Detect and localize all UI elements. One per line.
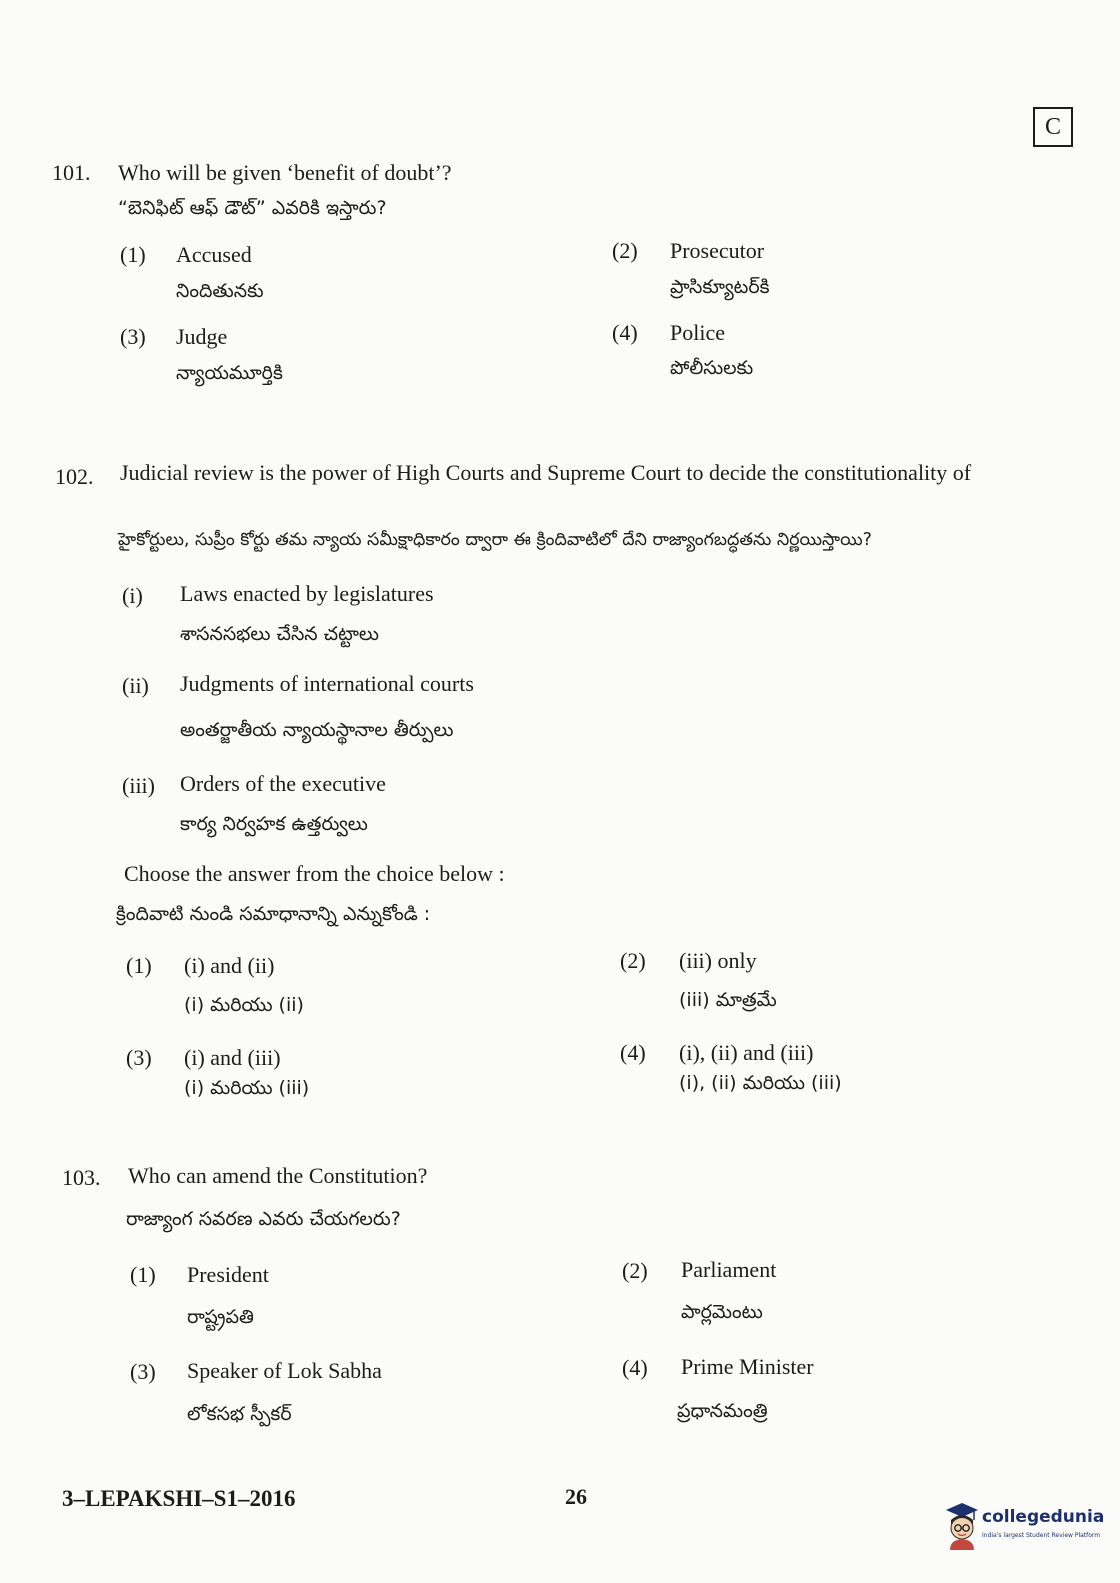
option-text-en: Speaker of Lok Sabha — [187, 1358, 382, 1383]
option-number: (4) — [622, 1355, 648, 1380]
statement-text-en: Orders of the executive — [180, 771, 386, 796]
option-number: (2) — [620, 948, 646, 973]
option-text-en: Prime Minister — [681, 1354, 814, 1379]
option-text-en: Accused — [176, 242, 252, 267]
statement-number: (i) — [122, 583, 143, 608]
question-number: 103. — [62, 1165, 101, 1190]
question-text-en: Who can amend the Constitution? — [128, 1163, 428, 1188]
option-text-en: (i) and (iii) — [184, 1045, 281, 1070]
option-text-te: ప్రాసిక్యూటర్‌కి — [670, 276, 770, 298]
logo-name: collegedunia — [982, 1507, 1105, 1527]
option-text-en: President — [187, 1262, 269, 1287]
question-number: 102. — [55, 464, 94, 489]
statement-text-en: Laws enacted by legislatures — [180, 581, 434, 606]
option-text-te: న్యాయమూర్తికి — [176, 362, 283, 384]
option-number: (2) — [622, 1258, 648, 1283]
option-number: (1) — [130, 1262, 156, 1287]
option-number: (2) — [612, 238, 638, 263]
option-text-en: (i) and (ii) — [184, 953, 275, 978]
option-text-en: Judge — [176, 324, 228, 349]
option-text-te: (i), (ii) మరియు (iii) — [679, 1072, 842, 1094]
option-text-te: పార్లమెంటు — [681, 1301, 763, 1323]
option-text-en: Police — [670, 320, 725, 345]
option-text-en: (iii) only — [679, 948, 757, 973]
option-text-te: ప్రధానమంత్రి — [677, 1400, 768, 1422]
question-text-en: Who will be given ‘benefit of doubt’? — [118, 160, 452, 185]
option-text-en: (i), (ii) and (iii) — [679, 1040, 814, 1065]
option-number: (3) — [126, 1045, 152, 1070]
statement-number: (iii) — [122, 773, 155, 798]
question-text-te: “బెనిఫిట్ ఆఫ్ డౌట్” ఎవరికి ఇస్తారు? — [118, 197, 387, 219]
option-text-te: (i) మరియు (iii) — [184, 1077, 310, 1099]
option-text-te: నిందితునకు — [176, 280, 264, 302]
statement-number: (ii) — [122, 673, 149, 698]
option-text-te: (iii) మాత్రమే — [679, 989, 777, 1011]
option-number: (3) — [120, 324, 146, 349]
option-number: (3) — [130, 1359, 156, 1384]
option-text-en: Prosecutor — [670, 238, 765, 263]
statement-text-te: కార్య నిర్వహక ఉత్తర్వులు — [180, 813, 368, 835]
option-number: (1) — [120, 242, 146, 267]
question-number: 101. — [52, 160, 91, 185]
option-number: (4) — [612, 320, 638, 345]
exam-code: 3–LEPAKSHI–S1–2016 — [62, 1486, 296, 1511]
option-text-te: (i) మరియు (ii) — [184, 994, 304, 1016]
graduate-mascot-icon — [944, 1500, 980, 1550]
choose-instruction-en: Choose the answer from the choice below : — [124, 861, 505, 886]
logo-tagline: India's largest Student Review Platform — [982, 1532, 1101, 1539]
option-text-en: Parliament — [681, 1257, 777, 1282]
option-text-te: రాష్ట్రపతి — [187, 1306, 254, 1328]
question-text-en: Judicial review is the power of High Courts and Supreme Court to decide the constitutionality of — [120, 460, 972, 485]
question-text-te: రాజ్యాంగ సవరణ ఎవరు చేయగలరు? — [126, 1208, 401, 1230]
option-number: (4) — [620, 1040, 646, 1065]
statement-text-te: అంతర్జాతీయ న్యాయస్థానాల తీర్పులు — [180, 719, 454, 741]
choose-instruction-te: క్రిందివాటి నుండి సమాధానాన్ని ఎన్నుకోండి : — [116, 903, 431, 925]
question-text-te: హైకోర్టులు, సుప్రీం కోర్టు తమ న్యాయ సమీక్షాధికారం ద్వారా ఈ క్రిందివాటిలో దేని రాజ్యాంగబద్ధతను నిర్ణయిస్తాయి? — [118, 530, 872, 550]
option-text-te: పోలీసులకు — [670, 357, 754, 379]
page-number: 26 — [565, 1484, 587, 1509]
set-code-box: C — [1033, 107, 1073, 147]
option-number: (1) — [126, 953, 152, 978]
collegedunia-logo — [944, 1500, 1104, 1560]
statement-text-en: Judgments of international courts — [180, 671, 474, 696]
option-text-te: లోకసభ స్పీకర్ — [187, 1403, 292, 1425]
statement-text-te: శాసనసభలు చేసిన చట్టాలు — [180, 623, 379, 645]
